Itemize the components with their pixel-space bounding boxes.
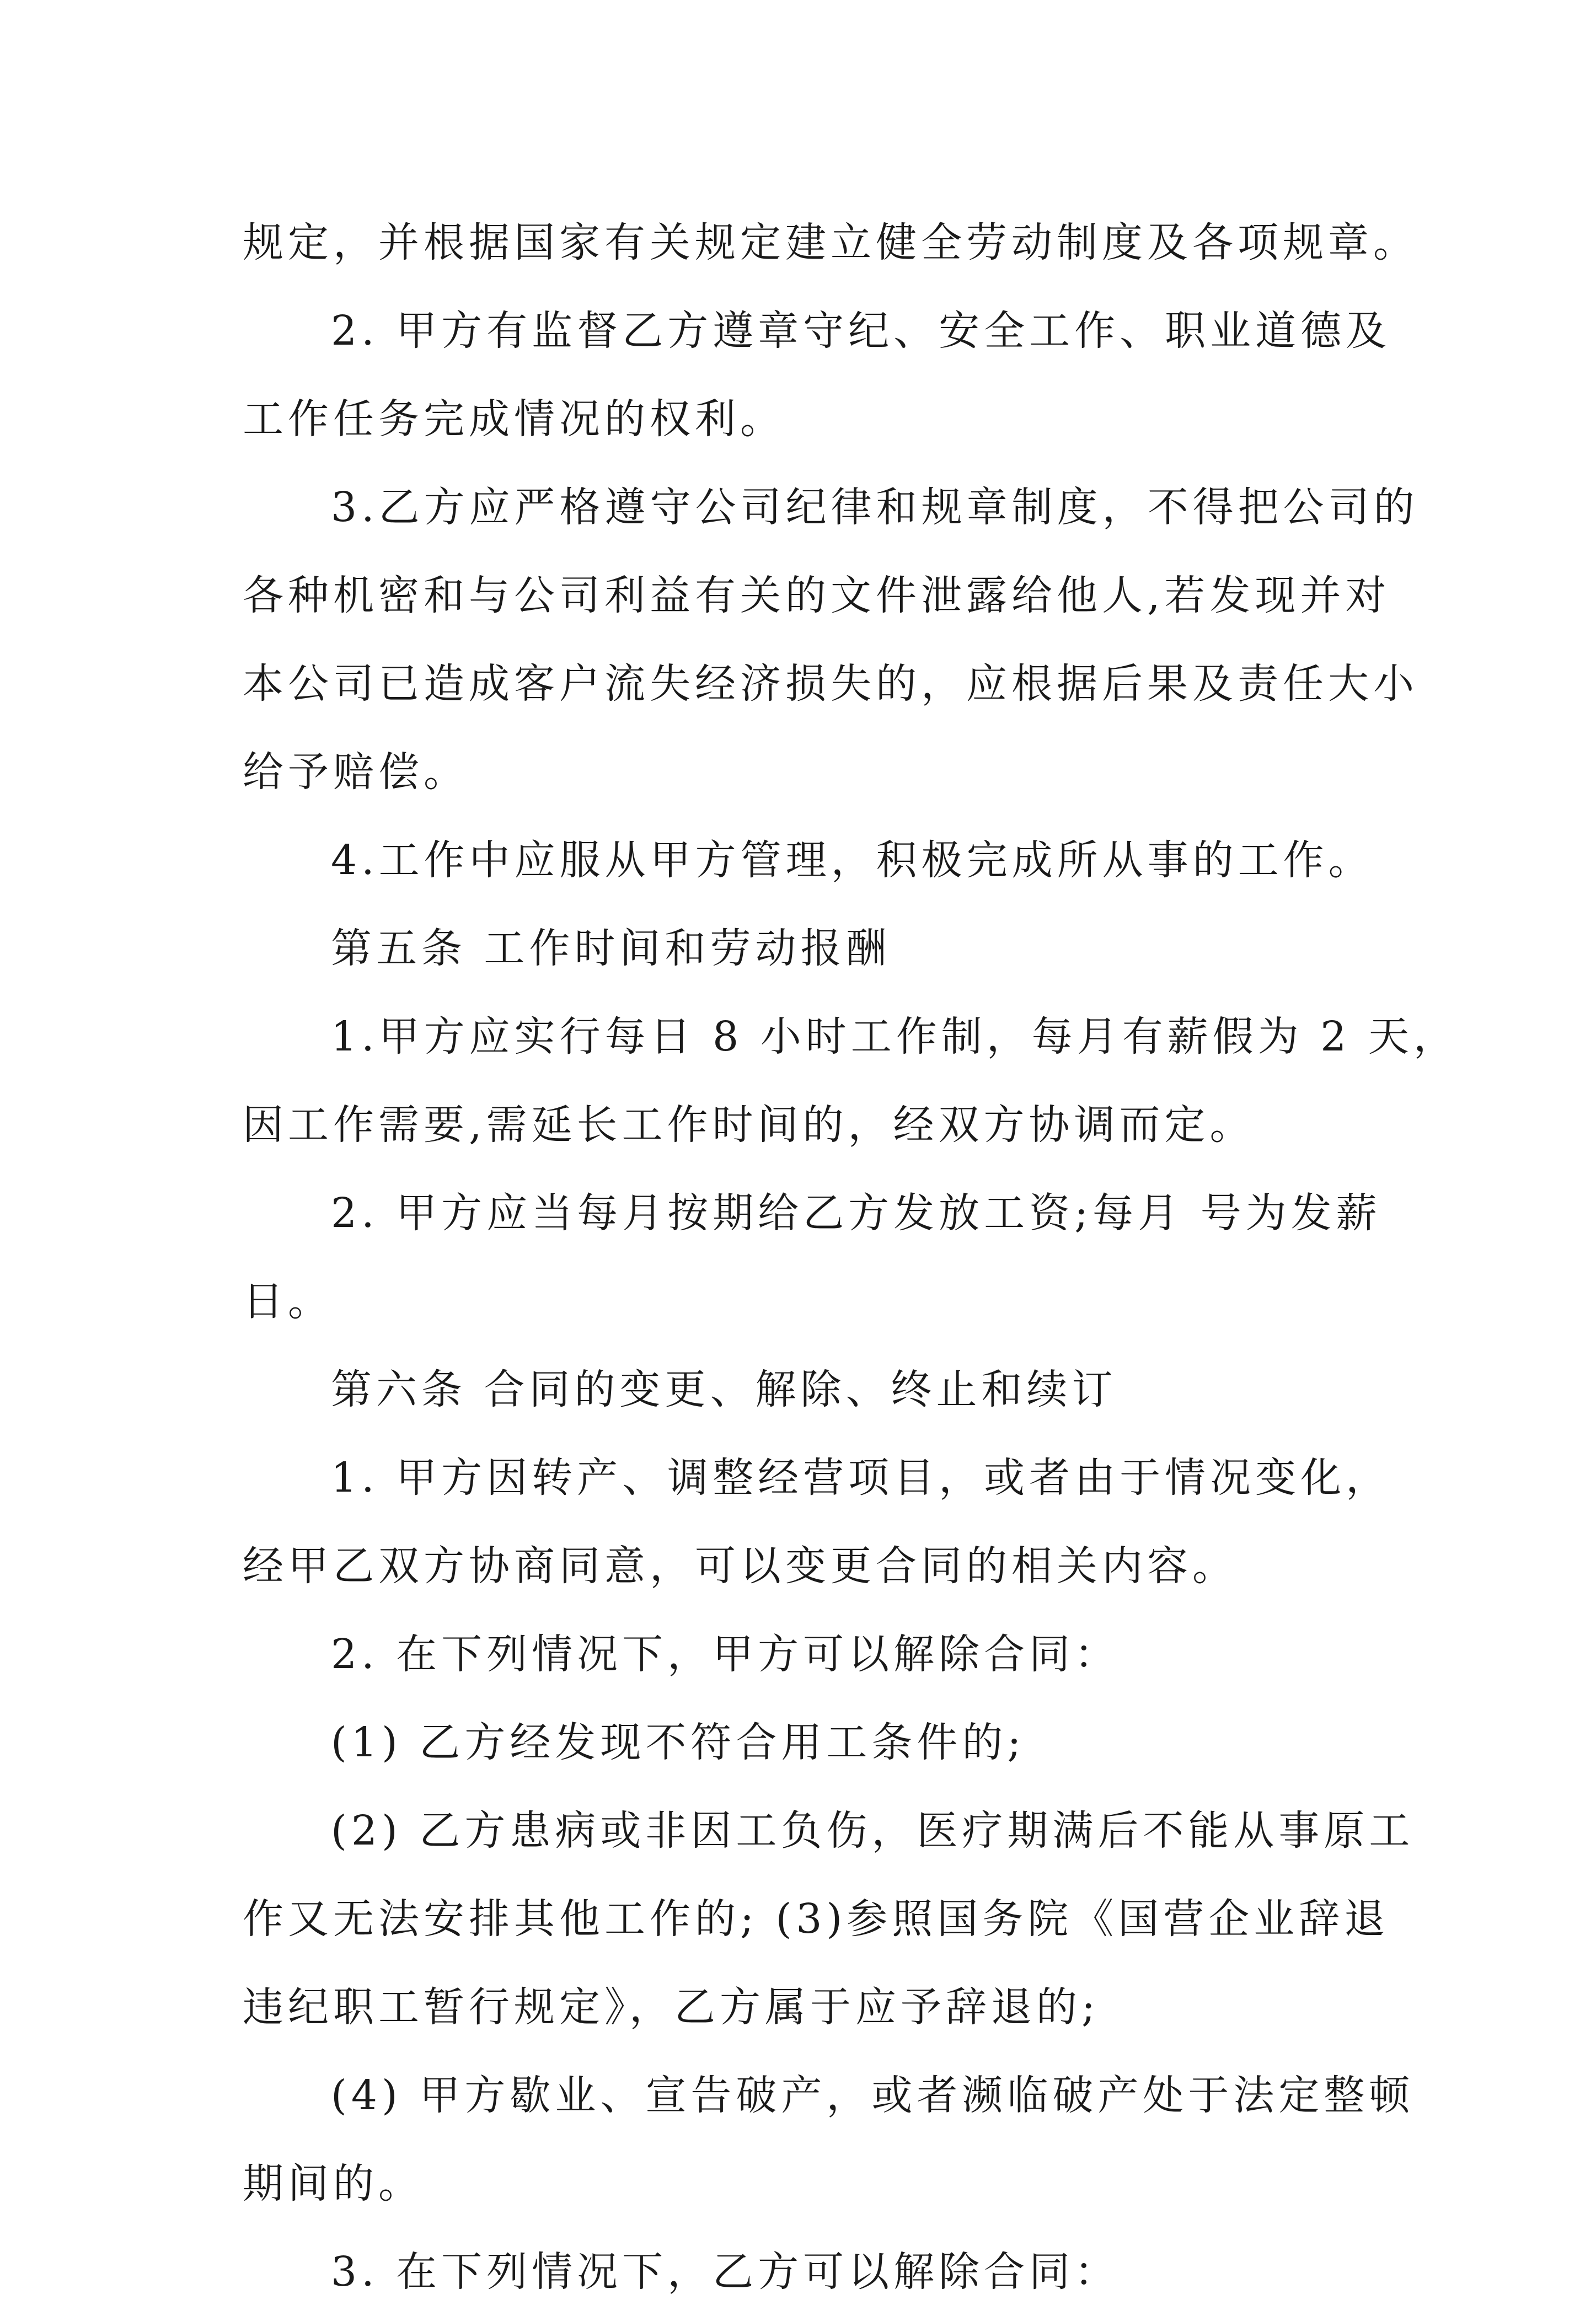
text-line: 因工作需要,需延长工作时间的，经双方协调而定。 [243, 1101, 1255, 1149]
text-line: 日。 [243, 1278, 333, 1325]
text-line: 违纪职工暂行规定》，乙方属于应予辞退的; [243, 1983, 1100, 2031]
text-line: 经甲乙双方协商同意，可以变更合同的相关内容。 [243, 1542, 1238, 1590]
text-line: 1. 甲方因转产、调整经营项目，或者由于情况变化， [331, 1454, 1391, 1502]
document-body [243, 199, 1459, 2316]
text-line: 作又无法安排其他工作的; (3)参照国务院《国营企业辞退 [243, 1895, 1390, 1943]
text-line: 各种机密和与公司利益有关的文件泄露给他人,若发现并对 [243, 572, 1391, 619]
text-line: 3.乙方应严格遵守公司纪律和规章制度，不得把公司的 [331, 484, 1419, 531]
section-heading: 第五条 工作时间和劳动报酬 [331, 925, 891, 972]
text-line: 2. 在下列情况下，甲方可以解除合同： [331, 1631, 1120, 1678]
text-line: 2. 甲方应当每月按期给乙方发放工资;每月 号为发薪 [331, 1189, 1381, 1237]
text-line: 3. 在下列情况下，乙方可以解除合同： [331, 2248, 1120, 2296]
text-line: (1) 乙方经发现不符合用工条件的; [331, 1719, 1026, 1766]
text-line: 期间的。 [243, 2160, 424, 2207]
text-line: 4.工作中应服从甲方管理，积极完成所从事的工作。 [331, 837, 1374, 884]
text-line: (4) 甲方歇业、宣告破产，或者濒临破产处于法定整顿 [331, 2072, 1415, 2119]
text-line: 本公司已造成客户流失经济损失的，应根据后果及责任大小 [243, 660, 1418, 707]
text-line: 给予赔偿。 [243, 748, 469, 796]
text-line: 1.甲方应实行每日 8 小时工作制，每月有薪假为 2 天， [331, 1013, 1459, 1060]
text-line: (2) 乙方患病或非因工负伤，医疗期满后不能从事原工 [331, 1807, 1415, 1854]
text-line: 工作任务完成情况的权利。 [243, 395, 785, 443]
text-line: 2. 甲方有监督乙方遵章守纪、安全工作、职业道德及 [331, 307, 1391, 355]
text-line: 规定，并根据国家有关规定建立健全劳动制度及各项规章。 [243, 219, 1418, 266]
section-heading: 第六条 合同的变更、解除、终止和续订 [331, 1366, 1117, 1413]
